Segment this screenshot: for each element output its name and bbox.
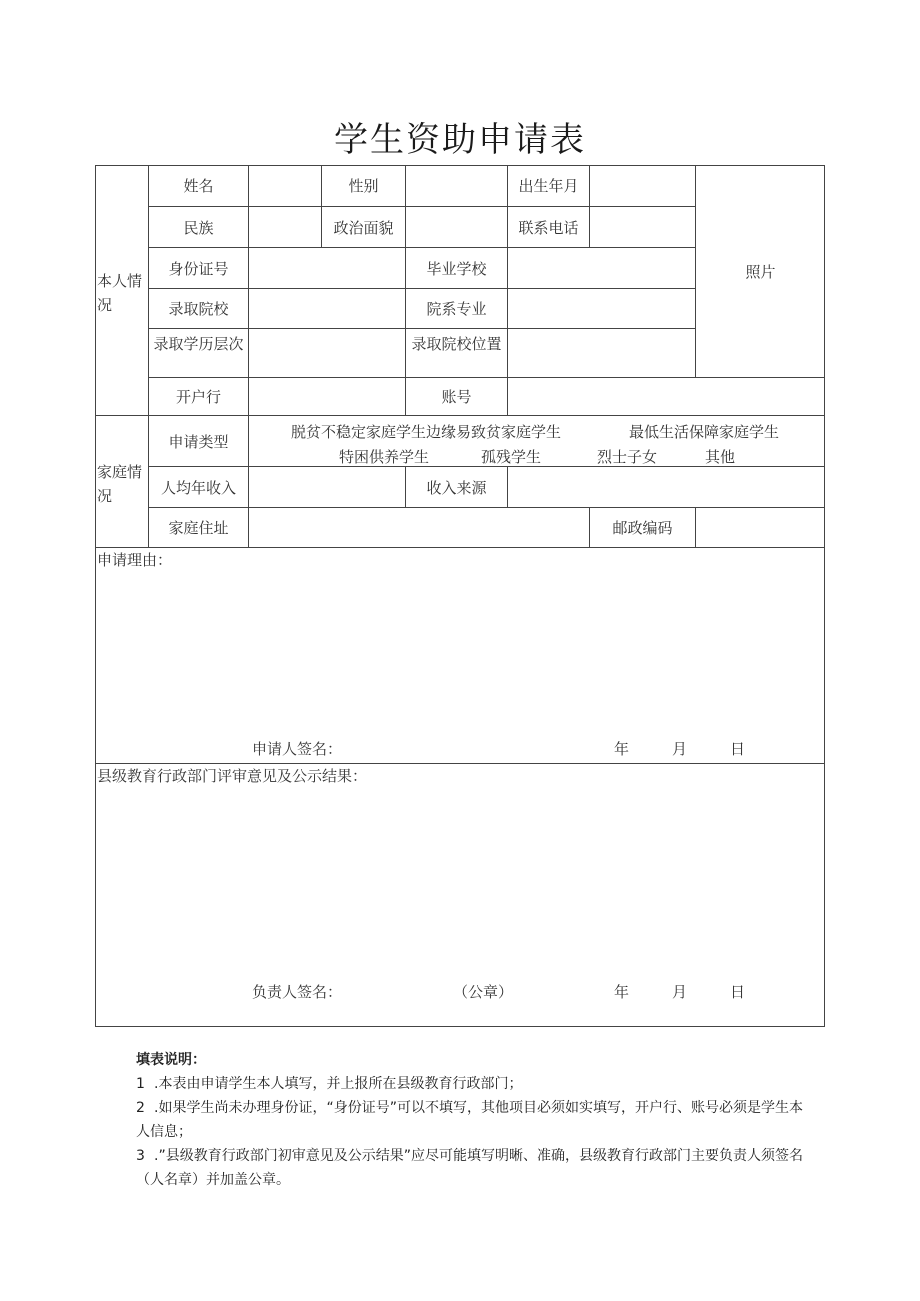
instructions-heading: 填表说明： [136,1052,206,1068]
reason-year: 年 [614,740,630,758]
photo-box[interactable]: 照片 [695,165,825,377]
divider [95,763,825,764]
postcode-field[interactable] [695,507,825,547]
review-day: 日 [730,983,746,1001]
account-field[interactable] [507,377,825,415]
location-label: 录取院校位置 [405,328,507,377]
applicant-signature-label: 申请人签名： [252,740,343,758]
divider [95,547,825,548]
degree-field[interactable] [248,328,405,377]
apply-type-option[interactable]: 烈士子女 [597,448,658,466]
dept-label: 院系专业 [405,288,507,328]
apply-type-option[interactable]: 其他 [705,448,736,466]
review-year: 年 [614,983,630,1001]
phone-field[interactable] [589,206,695,247]
degree-label: 录取学历层次 [148,328,248,377]
review-text-area[interactable] [97,790,823,970]
income-field[interactable] [248,466,405,507]
reason-day: 日 [730,740,746,758]
grad-school-field[interactable] [507,247,695,288]
phone-label: 联系电话 [507,206,589,247]
apply-type-label: 申请类型 [148,415,248,466]
account-label: 账号 [405,377,507,415]
dept-field[interactable] [507,288,695,328]
name-label: 姓名 [148,165,248,206]
ethnicity-label: 民族 [148,206,248,247]
official-seal-label: （公章） [453,983,514,1001]
reason-label: 申请理由： [97,551,173,569]
apply-type-options [248,415,825,466]
admit-school-field[interactable] [248,288,405,328]
gender-label: 性别 [321,165,405,206]
political-field[interactable] [405,206,507,247]
reason-text-area[interactable] [97,572,823,732]
instruction-item: 3 .”县级教育行政部门初审意见及公示结果”应尽可能填写明晰、准确，县级教育行政部门主要负责人须签名（人名章）并加盖公章。 [136,1148,803,1188]
review-month: 月 [672,983,688,1001]
apply-type-option[interactable]: 脱贫不稳定家庭学生边缘易致贫家庭学生 [291,423,562,441]
political-label: 政治面貌 [321,206,405,247]
instruction-item: 2 .如果学生尚未办理身份证，“身份证号”可以不填写，其他项目必须如实填写，开户行、账号必须是学生本人信息； [136,1100,803,1140]
fill-instructions [136,1048,816,1192]
income-source-field[interactable] [507,466,825,507]
form-title: 学生资助申请表 [334,120,586,160]
bank-field[interactable] [248,377,405,415]
ethnicity-field[interactable] [248,206,321,247]
name-field[interactable] [248,165,321,206]
admit-school-label: 录取院校 [148,288,248,328]
income-label: 人均年收入 [148,466,248,507]
section-family-label: 家庭情况 [95,415,148,547]
reason-month: 月 [672,740,688,758]
instruction-item: 1 .本表由申请学生本人填写，并上报所在县级教育行政部门； [136,1076,523,1092]
id-label: 身份证号 [148,247,248,288]
grad-school-label: 毕业学校 [405,247,507,288]
apply-type-option[interactable]: 最低生活保障家庭学生 [629,423,780,441]
postcode-label: 邮政编码 [589,507,695,547]
birth-label: 出生年月 [507,165,589,206]
birth-field[interactable] [589,165,695,206]
gender-field[interactable] [405,165,507,206]
address-field[interactable] [248,507,589,547]
bank-label: 开户行 [148,377,248,415]
apply-type-option[interactable]: 特困供养学生 [339,448,430,466]
income-source-label: 收入来源 [405,466,507,507]
apply-type-option[interactable]: 孤残学生 [481,448,542,466]
section-personal-label: 本人情况 [97,272,143,314]
review-label: 县级教育行政部门评审意见及公示结果： [97,767,368,785]
official-signature-label: 负责人签名： [252,983,343,1001]
address-label: 家庭住址 [148,507,248,547]
location-field[interactable] [507,328,695,377]
id-field[interactable] [248,247,405,288]
